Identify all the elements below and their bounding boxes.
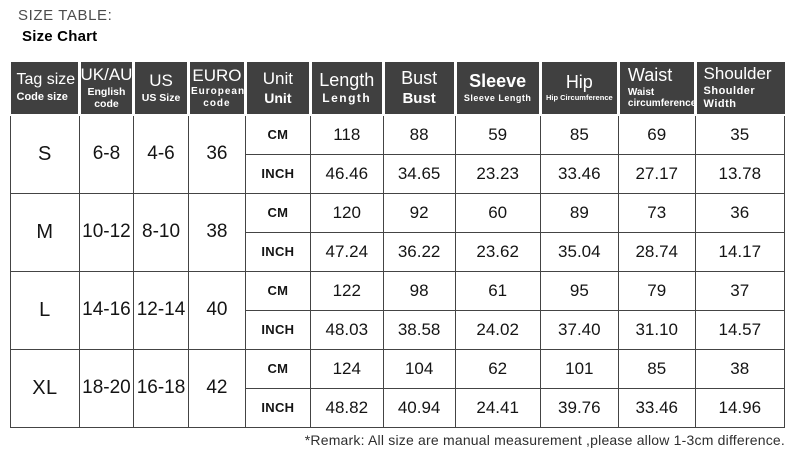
tag-size-cell: S [11, 115, 80, 193]
header-sub-label: Sleeve Length [463, 93, 532, 104]
unit-cell: CM [245, 271, 310, 310]
unit-cell: CM [245, 193, 310, 232]
hip-cell: 85 [540, 115, 618, 154]
header-sub-label: English code [87, 85, 126, 110]
header-main-label: Bust [401, 67, 438, 88]
bust-cell: 38.58 [383, 310, 455, 349]
header-unit [245, 62, 310, 115]
bust-cell: 40.94 [383, 388, 455, 427]
length-cell: 47.24 [310, 232, 383, 271]
uk-au-cell: 10-12 [79, 193, 133, 271]
sleeve-cell: 24.02 [455, 310, 540, 349]
uk-au-cell: 14-16 [79, 271, 133, 349]
header-length [310, 62, 383, 115]
table-row-l-cm [11, 271, 785, 310]
table-row-m-cm [11, 193, 785, 232]
header-sub-label: US Size [141, 91, 181, 104]
waist-cell: 28.74 [618, 232, 695, 271]
shoulder-cell: 37 [695, 271, 784, 310]
us-cell: 8-10 [134, 193, 189, 271]
header-main-label: US [149, 71, 173, 91]
header-sub-label: Bust [402, 89, 436, 107]
header-main-label: Waist [627, 65, 673, 86]
euro-cell: 36 [189, 115, 246, 193]
header-sleeve [455, 62, 540, 115]
hip-cell: 101 [540, 349, 618, 388]
header-sub-label: Waist circumference [627, 86, 697, 110]
size-table-label: SIZE TABLE: [18, 7, 113, 24]
euro-cell: 40 [189, 271, 246, 349]
title-block [18, 7, 112, 45]
waist-cell: 27.17 [618, 154, 695, 193]
header-sub-label: Code size [16, 91, 68, 104]
uk-au-cell: 18-20 [79, 349, 133, 427]
us-cell: 16-18 [134, 349, 189, 427]
waist-cell: 69 [618, 115, 695, 154]
bust-cell: 92 [383, 193, 455, 232]
shoulder-cell: 14.57 [695, 310, 784, 349]
header-main-label: Unit [262, 69, 293, 89]
hip-cell: 33.46 [540, 154, 618, 193]
shoulder-cell: 38 [695, 349, 784, 388]
hip-cell: 89 [540, 193, 618, 232]
uk-au-cell: 6-8 [79, 115, 133, 193]
header-sub-label: Shoulder Width [703, 85, 756, 110]
euro-cell: 38 [189, 193, 246, 271]
waist-cell: 33.46 [618, 388, 695, 427]
unit-cell: INCH [245, 232, 310, 271]
table-body [11, 115, 785, 427]
header-main-label: Tag size [16, 71, 76, 89]
remark-text: *Remark: All size are manual measurement ,please allow 1-3cm difference. [304, 432, 785, 448]
length-cell: 48.82 [310, 388, 383, 427]
us-cell: 12-14 [134, 271, 189, 349]
header-us [134, 62, 189, 115]
sleeve-cell: 59 [455, 115, 540, 154]
euro-cell: 42 [189, 349, 246, 427]
header-bust [383, 62, 455, 115]
bust-cell: 104 [383, 349, 455, 388]
bust-cell: 36.22 [383, 232, 455, 271]
length-cell: 48.03 [310, 310, 383, 349]
us-cell: 4-6 [134, 115, 189, 193]
sleeve-cell: 61 [455, 271, 540, 310]
tag-size-cell: L [11, 271, 80, 349]
shoulder-cell: 36 [695, 193, 784, 232]
table-row-xl-cm [11, 349, 785, 388]
waist-cell: 73 [618, 193, 695, 232]
header-sub-label: European code [190, 86, 246, 109]
hip-cell: 37.40 [540, 310, 618, 349]
unit-cell: CM [245, 349, 310, 388]
table-row-s-cm [11, 115, 785, 154]
header-euro [189, 62, 246, 115]
header-sub-label: Unit [264, 89, 292, 106]
unit-cell: INCH [245, 154, 310, 193]
header-main-label: Shoulder [703, 64, 772, 84]
hip-cell: 95 [540, 271, 618, 310]
shoulder-cell: 35 [695, 115, 784, 154]
shoulder-cell: 14.17 [695, 232, 784, 271]
bust-cell: 98 [383, 271, 455, 310]
header-main-label: UK/AU [80, 65, 133, 85]
waist-cell: 79 [618, 271, 695, 310]
size-chart-table [10, 62, 785, 428]
sleeve-cell: 23.23 [455, 154, 540, 193]
length-cell: 124 [310, 349, 383, 388]
length-cell: 122 [310, 271, 383, 310]
header-tag-size [11, 62, 80, 115]
header-main-label: EURO [192, 65, 242, 85]
sleeve-cell: 60 [455, 193, 540, 232]
shoulder-cell: 14.96 [695, 388, 784, 427]
sleeve-cell: 24.41 [455, 388, 540, 427]
header-sub-label: Hip Circumference [545, 93, 613, 103]
unit-cell: CM [245, 115, 310, 154]
hip-cell: 35.04 [540, 232, 618, 271]
tag-size-cell: XL [11, 349, 80, 427]
waist-cell: 31.10 [618, 310, 695, 349]
header-waist [618, 62, 695, 115]
header-hip [540, 62, 618, 115]
header-shoulder [695, 62, 784, 115]
length-cell: 118 [310, 115, 383, 154]
shoulder-cell: 13.78 [695, 154, 784, 193]
bust-cell: 88 [383, 115, 455, 154]
length-cell: 46.46 [310, 154, 383, 193]
length-cell: 120 [310, 193, 383, 232]
hip-cell: 39.76 [540, 388, 618, 427]
unit-cell: INCH [245, 388, 310, 427]
tag-size-cell: M [11, 193, 80, 271]
header-main-label: Hip [565, 72, 593, 93]
header-main-label: Length [319, 69, 375, 90]
header-main-label: Sleeve [469, 71, 527, 92]
unit-cell: INCH [245, 310, 310, 349]
header-uk-au [79, 62, 133, 115]
header-row [11, 62, 785, 115]
waist-cell: 85 [618, 349, 695, 388]
bust-cell: 34.65 [383, 154, 455, 193]
sleeve-cell: 62 [455, 349, 540, 388]
page-title: Size Chart [22, 28, 98, 45]
sleeve-cell: 23.62 [455, 232, 540, 271]
table-header [11, 62, 785, 115]
header-sub-label: Length [322, 90, 372, 105]
